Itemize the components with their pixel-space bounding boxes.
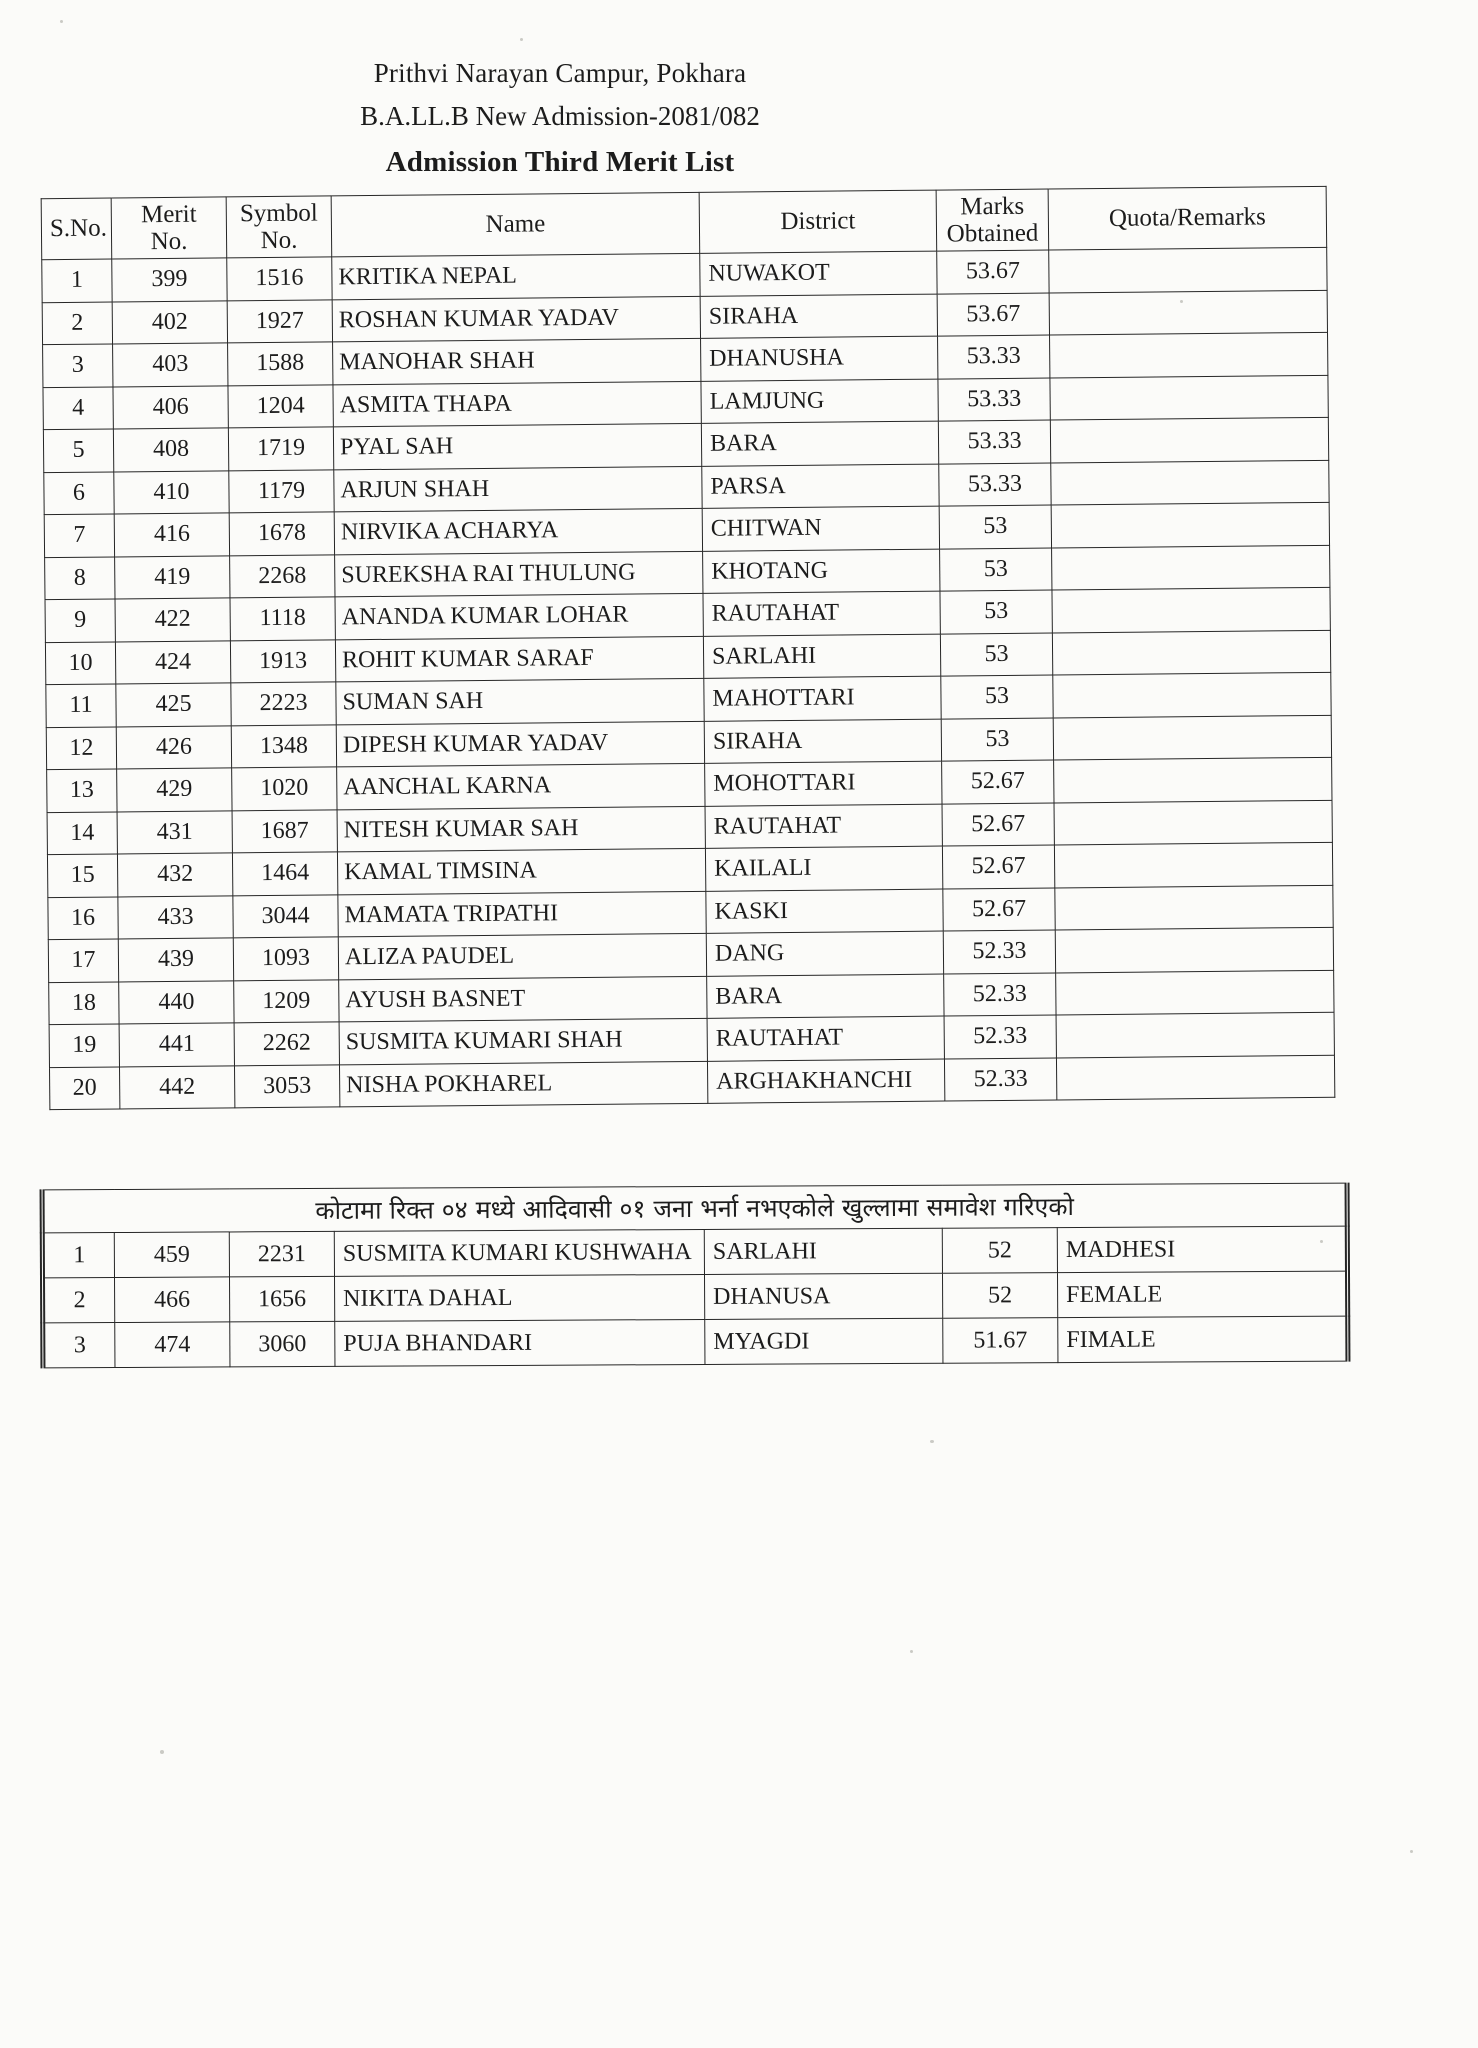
cell-marks: 53.33 xyxy=(939,463,1051,507)
cell-quota-remarks xyxy=(1053,715,1331,760)
col-header-quota: Quota/Remarks xyxy=(1048,186,1327,250)
cell-district: MAHOTTARI xyxy=(704,676,941,721)
cell-sno: 18 xyxy=(49,981,119,1024)
cell-marks: 53 xyxy=(941,717,1053,761)
page-title: Admission Third Merit List xyxy=(385,146,735,178)
cell-name: ARJUN SHAH xyxy=(334,466,702,512)
cell-merit-no: 406 xyxy=(113,385,228,429)
cell-district: DHANUSA xyxy=(704,1273,942,1319)
cell-sno: 4 xyxy=(43,387,113,430)
cell-symbol-no: 1678 xyxy=(229,512,334,556)
cell-symbol-no: 1348 xyxy=(231,724,336,768)
cell-sno: 17 xyxy=(48,939,118,982)
cell-quota-remarks xyxy=(1055,927,1333,972)
cell-marks: 52.33 xyxy=(944,1057,1056,1101)
cell-symbol-no: 2268 xyxy=(230,554,335,598)
cell-symbol-no: 1093 xyxy=(233,937,338,981)
scan-speckle xyxy=(520,38,523,41)
cell-quota-remarks xyxy=(1052,587,1330,632)
cell-merit-no: 440 xyxy=(119,980,234,1024)
cell-symbol-no: 1179 xyxy=(229,469,334,513)
cell-sno: 7 xyxy=(44,514,114,557)
cell-marks: 52.33 xyxy=(944,972,1056,1016)
cell-district: BARA xyxy=(701,421,938,466)
cell-symbol-no: 1516 xyxy=(227,257,332,301)
cell-symbol-no: 1209 xyxy=(234,979,339,1023)
cell-sno: 14 xyxy=(47,811,117,854)
cell-sno: 15 xyxy=(47,854,117,897)
cell-marks: 53 xyxy=(941,675,1053,719)
scan-speckle xyxy=(910,1650,913,1653)
cell-sno: 2 xyxy=(43,1278,115,1323)
cell-sno: 8 xyxy=(45,557,115,600)
cell-quota-remarks xyxy=(1054,757,1332,802)
col-header-district: District xyxy=(699,190,937,253)
cell-symbol-no: 1927 xyxy=(227,299,332,343)
cell-marks: 52.33 xyxy=(943,930,1055,974)
cell-symbol-no: 1464 xyxy=(232,852,337,896)
cell-district: MYAGDI xyxy=(705,1318,943,1364)
cell-merit-no: 399 xyxy=(112,258,227,302)
cell-district: SIRAHA xyxy=(700,294,937,339)
cell-sno: 6 xyxy=(44,472,114,515)
cell-symbol-no: 1588 xyxy=(228,342,333,386)
cell-quota-remarks xyxy=(1056,1012,1334,1057)
document-header xyxy=(0,58,1120,179)
cell-district: CHITWAN xyxy=(702,506,939,551)
cell-district: PARSA xyxy=(702,464,939,509)
cell-merit-no: 422 xyxy=(115,598,230,642)
cell-quota-remarks xyxy=(1050,332,1328,377)
cell-marks: 52 xyxy=(942,1273,1057,1319)
cell-marks: 52.33 xyxy=(944,1015,1056,1059)
cell-merit-no: 425 xyxy=(116,683,231,727)
cell-merit-no: 442 xyxy=(119,1065,234,1109)
table-row xyxy=(42,1226,1347,1278)
cell-quota-remarks xyxy=(1052,545,1330,590)
cell-name: NIRVIKA ACHARYA xyxy=(334,508,702,554)
cell-name: AYUSH BASNET xyxy=(339,976,707,1022)
cell-quota-remarks xyxy=(1056,970,1334,1015)
cell-merit-no: 424 xyxy=(115,640,230,684)
cell-marks: 52.67 xyxy=(942,760,1054,804)
cell-name: ROSHAN KUMAR YADAV xyxy=(332,296,700,342)
cell-sno: 10 xyxy=(45,641,115,684)
cell-district: SIRAHA xyxy=(704,719,941,764)
cell-quota-remarks xyxy=(1051,502,1329,547)
cell-district: KHOTANG xyxy=(703,549,940,594)
cell-district: LAMJUNG xyxy=(701,379,938,424)
cell-quota-remarks xyxy=(1054,800,1332,845)
cell-name: AANCHAL KARNA xyxy=(337,763,705,809)
col-header-merit-no: Merit No. xyxy=(111,197,227,259)
cell-name: KRITIKA NEPAL xyxy=(332,253,700,299)
cell-sno: 9 xyxy=(45,599,115,642)
cell-quota-remarks xyxy=(1049,247,1327,292)
cell-name: SUMAN SAH xyxy=(336,678,704,724)
cell-sno: 3 xyxy=(43,344,113,387)
cell-district: DANG xyxy=(706,931,943,976)
cell-sno: 3 xyxy=(43,1323,115,1368)
cell-quota-remarks xyxy=(1056,1055,1334,1100)
quota-note-text: कोटामा रिक्त ०४ मध्ये आदिवासी ०१ जना भर्ना नभएकोले खुल्लामा समावेश गरिएको xyxy=(42,1183,1347,1233)
program-session: B.A.LL.B New Admission-2081/082 xyxy=(360,101,760,131)
cell-name: SUREKSHA RAI THULUNG xyxy=(335,551,703,597)
col-header-name: Name xyxy=(331,192,700,257)
cell-merit-no: 474 xyxy=(115,1322,230,1368)
cell-name: SUSMITA KUMARI KUSHWAHA xyxy=(334,1229,704,1276)
cell-district: MOHOTTARI xyxy=(705,761,942,806)
cell-symbol-no: 2231 xyxy=(229,1231,334,1277)
table-row xyxy=(43,1316,1348,1368)
cell-symbol-no: 3053 xyxy=(234,1064,339,1108)
cell-merit-no: 416 xyxy=(114,513,229,557)
campus-name: Prithvi Narayan Campur, Pokhara xyxy=(373,58,747,88)
cell-merit-no: 408 xyxy=(113,428,228,472)
cell-merit-no: 441 xyxy=(119,1023,234,1067)
scan-speckle xyxy=(1410,1850,1413,1853)
cell-marks: 53 xyxy=(939,505,1051,549)
cell-quota-remarks xyxy=(1050,375,1328,420)
cell-name: NIKITA DAHAL xyxy=(334,1274,704,1321)
cell-sno: 5 xyxy=(43,429,113,472)
cell-merit-no: 402 xyxy=(112,300,227,344)
cell-district: DHANUSHA xyxy=(701,336,938,381)
cell-quota-remarks: MADHESI xyxy=(1057,1226,1347,1273)
scan-speckle xyxy=(930,1440,934,1443)
cell-district: SARLAHI xyxy=(703,634,940,679)
cell-quota-remarks xyxy=(1049,290,1327,335)
quota-note-row xyxy=(42,1183,1347,1233)
cell-name: NITESH KUMAR SAH xyxy=(337,806,705,852)
cell-merit-no: 433 xyxy=(118,895,233,939)
cell-merit-no: 403 xyxy=(113,343,228,387)
cell-sno: 12 xyxy=(46,726,116,769)
cell-name: MANOHAR SHAH xyxy=(333,338,701,384)
cell-symbol-no: 1913 xyxy=(230,639,335,683)
cell-marks: 52.67 xyxy=(942,845,1054,889)
cell-quota-remarks xyxy=(1054,842,1332,887)
merit-list-table xyxy=(41,186,1336,1110)
cell-name: ANANDA KUMAR LOHAR xyxy=(335,593,703,639)
cell-name: DIPESH KUMAR YADAV xyxy=(336,721,704,767)
cell-sno: 1 xyxy=(42,259,112,302)
cell-sno: 20 xyxy=(49,1066,119,1109)
cell-merit-no: 426 xyxy=(116,725,231,769)
cell-merit-no: 459 xyxy=(114,1232,229,1278)
cell-sno: 11 xyxy=(46,684,116,727)
cell-marks: 52 xyxy=(942,1228,1057,1274)
cell-symbol-no: 2262 xyxy=(234,1022,339,1066)
cell-merit-no: 432 xyxy=(117,853,232,897)
col-header-sno: S.No. xyxy=(41,198,112,260)
cell-marks: 52.67 xyxy=(943,887,1055,931)
cell-symbol-no: 3060 xyxy=(230,1321,335,1367)
cell-quota-remarks xyxy=(1051,460,1329,505)
cell-name: KAMAL TIMSINA xyxy=(337,848,705,894)
cell-symbol-no: 1656 xyxy=(230,1276,335,1322)
cell-quota-remarks xyxy=(1055,885,1333,930)
quota-adjustment-table xyxy=(40,1183,1351,1369)
cell-marks: 53.33 xyxy=(938,335,1050,379)
cell-symbol-no: 1687 xyxy=(232,809,337,853)
cell-marks: 53 xyxy=(940,633,1052,677)
cell-symbol-no: 1204 xyxy=(228,384,333,428)
cell-marks: 51.67 xyxy=(943,1318,1058,1364)
cell-symbol-no: 1118 xyxy=(230,597,335,641)
cell-marks: 53 xyxy=(940,548,1052,592)
cell-symbol-no: 1719 xyxy=(228,427,333,471)
cell-sno: 19 xyxy=(49,1024,119,1067)
cell-marks: 52.67 xyxy=(942,802,1054,846)
cell-district: SARLAHI xyxy=(704,1228,942,1274)
cell-quota-remarks xyxy=(1052,630,1330,675)
cell-sno: 13 xyxy=(47,769,117,812)
cell-district: RAUTAHAT xyxy=(707,1016,944,1061)
cell-sno: 2 xyxy=(42,302,112,345)
cell-quota-remarks xyxy=(1053,672,1331,717)
cell-quota-remarks: FEMALE xyxy=(1057,1271,1347,1318)
cell-sno: 1 xyxy=(42,1233,114,1278)
cell-symbol-no: 3044 xyxy=(233,894,338,938)
cell-quota-remarks: FIMALE xyxy=(1058,1316,1348,1363)
cell-merit-no: 466 xyxy=(115,1277,230,1323)
cell-sno: 16 xyxy=(48,896,118,939)
cell-district: RAUTAHAT xyxy=(703,591,940,636)
cell-name: PUJA BHANDARI xyxy=(335,1319,705,1366)
cell-marks: 53.67 xyxy=(937,250,1049,294)
cell-district: NUWAKOT xyxy=(700,251,937,296)
cell-marks: 53.33 xyxy=(938,420,1050,464)
cell-marks: 53.33 xyxy=(938,378,1050,422)
col-header-symbol-no: Symbol No. xyxy=(226,196,332,258)
cell-name: MAMATA TRIPATHI xyxy=(338,891,706,937)
scan-speckle xyxy=(160,1750,164,1754)
cell-district: BARA xyxy=(707,974,944,1019)
cell-symbol-no: 1020 xyxy=(232,767,337,811)
cell-name: ASMITA THAPA xyxy=(333,381,701,427)
cell-district: RAUTAHAT xyxy=(705,804,942,849)
cell-merit-no: 419 xyxy=(115,555,230,599)
cell-district: KAILALI xyxy=(705,846,942,891)
scan-speckle xyxy=(60,20,63,23)
cell-district: KASKI xyxy=(706,889,943,934)
cell-merit-no: 429 xyxy=(117,768,232,812)
cell-name: ROHIT KUMAR SARAF xyxy=(335,636,703,682)
cell-quota-remarks xyxy=(1050,417,1328,462)
cell-name: ALIZA PAUDEL xyxy=(338,933,706,979)
cell-name: SUSMITA KUMARI SHAH xyxy=(339,1018,707,1064)
cell-name: PYAL SAH xyxy=(333,423,701,469)
cell-name: NISHA POKHAREL xyxy=(339,1061,707,1107)
cell-district: ARGHAKHANCHI xyxy=(707,1059,944,1104)
cell-merit-no: 431 xyxy=(117,810,232,854)
cell-merit-no: 439 xyxy=(118,938,233,982)
cell-marks: 53 xyxy=(940,590,1052,634)
table-row xyxy=(43,1271,1348,1323)
cell-marks: 53.67 xyxy=(937,293,1049,337)
cell-merit-no: 410 xyxy=(114,470,229,514)
col-header-marks: Marks Obtained xyxy=(936,189,1049,251)
cell-symbol-no: 2223 xyxy=(231,682,336,726)
